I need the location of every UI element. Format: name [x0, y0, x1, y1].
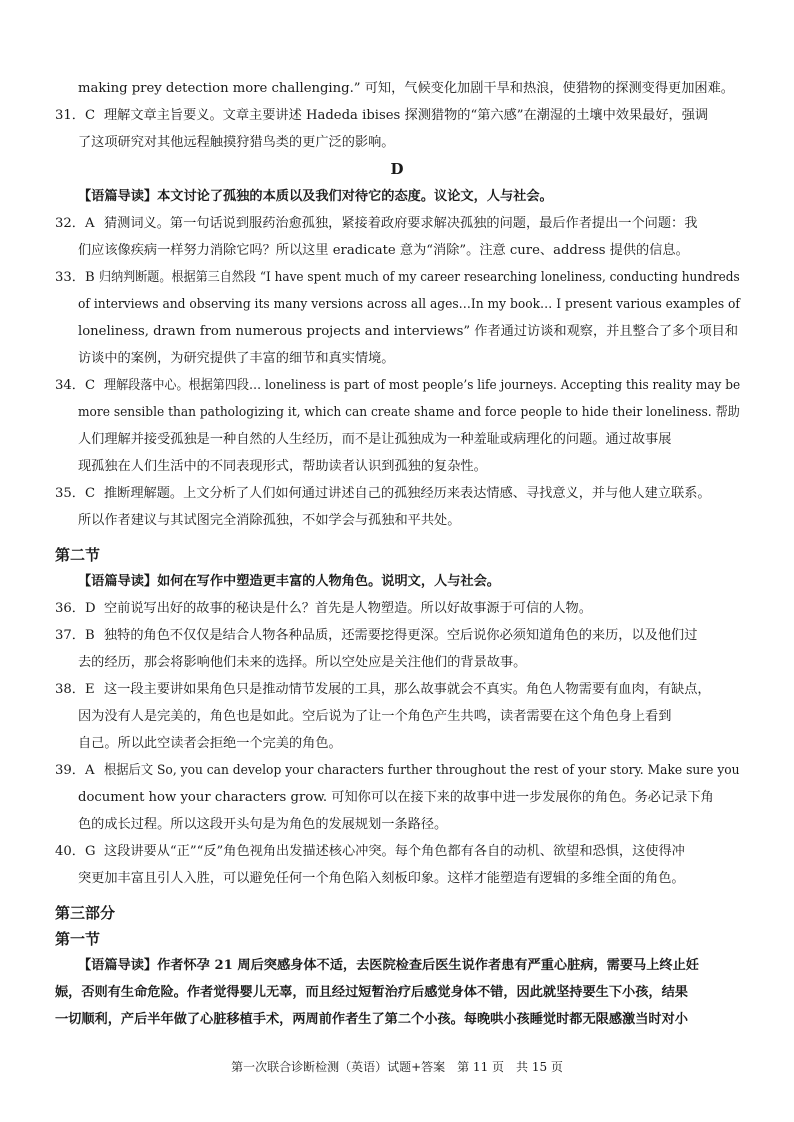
reading-guide: 一切顺利，产后半年做了心脏移植手术，两周前作者生了第二个小孩。每晚哄小孩睡觉时都无限感激当时对小 — [55, 1012, 688, 1027]
section-heading-d: D — [390, 160, 404, 178]
text-line: 色的成长过程。所以这段开头句是为角色的发展规划一条路径。 — [78, 817, 448, 832]
text-line: 理解段落中心。根据第四段… loneliness is part of most people’s life journeys. Accepting this reality may be — [104, 378, 741, 393]
text-line: 自己。所以此空读者会拒绝一个完美的角色。 — [78, 736, 342, 751]
reading-guide: 【语篇导读】如何在写作中塑造更丰富的人物角色。说明文，人与社会。 — [78, 574, 500, 589]
text-line: of interviews and observing its many versions across all ages…In my book… I present various examples of — [78, 297, 740, 312]
answer-number: 40．G — [55, 844, 96, 859]
text-line: 根据后文 So, you can develop your characters further throughout the rest of your story. Make sure you — [104, 763, 740, 778]
text-line: 空前说写出好的故事的秘诀是什么？首先是人物塑造。所以好故事源于可信的人物。 — [104, 601, 592, 616]
text-line: 所以作者建议与其试图完全消除孤独，不如学会与孤独和平共处。 — [78, 513, 461, 528]
answer-number: 37．B — [55, 628, 95, 643]
reading-guide: 娠，否则有生命危险。作者觉得婴儿无辜，而且经过短暂治疗后感觉身体不错，因此就坚持要生下小孩，结果 — [55, 985, 688, 1000]
part-heading: 第三部分 — [55, 904, 116, 922]
text-line: 们应该像疾病一样努力消除它吗？所以这里 eradicate 意为“消除”。注意 cure、address 提供的信息。 — [78, 243, 689, 258]
answer-number: 36．D — [55, 601, 96, 616]
text-line: 了这项研究对其他远程触摸狩猎鸟类的更广泛的影响。 — [78, 135, 395, 150]
text-line: 推断理解题。上文分析了人们如何通过讲述自己的孤独经历来表达情感、寻找意义，并与他人建立联系。 — [104, 486, 711, 501]
text-line: 人们理解并接受孤独是一种自然的人生经历，而不是让孤独成为一种羞耻或病理化的问题。通过故事展 — [78, 432, 672, 447]
text-line: 独特的角色不仅仅是结合人物各种品质，还需要挖得更深。空后说你必须知道角色的来历，以及他们过 — [104, 628, 698, 643]
reading-guide: 【语篇导读】作者怀孕 21 周后突感身体不适，去医院检查后医生说作者患有严重心脏病，需要马上终止妊 — [78, 958, 699, 973]
text-line: 现孤独在人们生活中的不同表现形式，帮助读者认识到孤独的复杂性。 — [78, 459, 487, 474]
answer-number: 33．B — [55, 270, 95, 285]
answer-number: 31．C — [55, 108, 96, 123]
answer-number: 34．C — [55, 378, 96, 393]
text-line: 去的经历，那会将影响他们未来的选择。所以空处应是关注他们的背景故事。 — [78, 655, 527, 670]
page-footer: 第一次联合诊断检测（英语）试题+答案 第 11 页 共 15 页 — [231, 1060, 563, 1074]
answer-number: 35．C — [55, 486, 96, 501]
reading-guide: 【语篇导读】本文讨论了孤独的本质以及我们对待它的态度。议论文，人与社会。 — [78, 189, 553, 204]
text-line: 这一段主要讲如果角色只是推动情节发展的工具，那么故事就会不真实。角色人物需要有血肉，有缺点， — [104, 682, 711, 697]
text-line: 访谈中的案例，为研究提供了丰富的细节和真实情境。 — [78, 351, 395, 366]
text-line: 猜测词义。第一句话说到服药治愈孤独，紧接着政府要求解决孤独的问题，最后作者提出一个问题：我 — [104, 216, 698, 231]
answer-number: 39．A — [55, 763, 95, 778]
text-line: loneliness, drawn from numerous projects and interviews” 作者通过访谈和观察，并且整合了多个项目和 — [78, 324, 739, 339]
answer-number: 38．E — [55, 682, 95, 697]
text-line: 突更加丰富且引人入胜，可以避免任何一个角色陷入刻板印象。这样才能塑造有逻辑的多维全面的角色。 — [78, 871, 685, 886]
text-line: more sensible than pathologizing it, which can create shame and force people to hide their loneliness. 帮助 — [78, 405, 740, 420]
text-line: document how your characters grow. 可知你可以在接下来的故事中进一步发展你的角色。务必记录下角 — [78, 790, 714, 805]
text-line: 归纳判断题。根据第三自然段 “I have spent much of my career researching loneliness, conducting hundreds — [99, 270, 740, 285]
text-line: making prey detection more challenging.” 可知，气候变化加剧干旱和热浪，使猎物的探测变得更加困难。 — [78, 81, 734, 96]
answer-number: 32．A — [55, 216, 95, 231]
text-line: 这段讲要从“正”“反”角色视角出发描述核心冲突。每个角色都有各自的动机、欲望和恐惧，这使得冲 — [104, 844, 685, 859]
text-line: 理解文章主旨要义。文章主要讲述 Hadeda ibises 探测猎物的“第六感”在潮湿的土壤中效果最好，强调 — [104, 108, 709, 123]
text-line: 因为没有人是完美的，角色也是如此。空后说为了让一个角色产生共鸣，读者需要在这个角色身上看到 — [78, 709, 672, 724]
section-heading: 第二节 — [55, 546, 101, 564]
section-heading: 第一节 — [55, 930, 101, 948]
